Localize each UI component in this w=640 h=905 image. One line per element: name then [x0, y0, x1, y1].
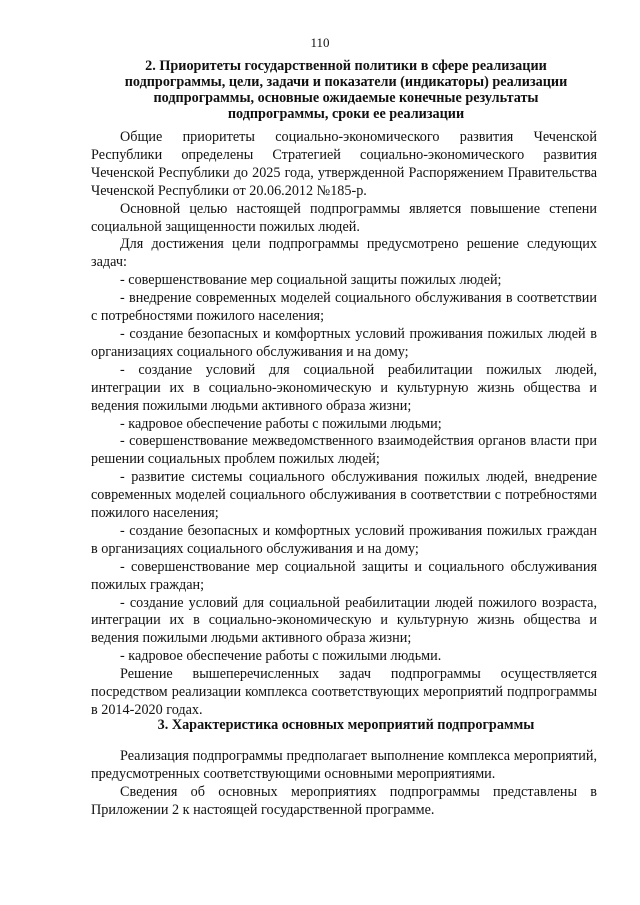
section-3-title: 3. Характеристика основных мероприятий подпрограммы [157, 717, 535, 733]
page-number: 110 [310, 35, 330, 50]
implementation-paragraph: Реализация подпрограммы предполагает выполнение комплекса мероприятий, предусмотренных соответствующими основными мероприятиями. [91, 748, 597, 782]
task-item: - развитие системы социального обслуживания пожилых людей, внедрение современных моделей социального обслуживания в соответствии с потребностями пожилого населения; [91, 469, 597, 522]
task-item: - создание условий для социальной реабилитации людей пожилого возраста, интеграции их в социально-экономическую и культурную жизнь общества и ведения пожилыми людьми активного образа жизни; [91, 594, 597, 647]
task-item: - кадровое обеспечение работы с пожилыми людьми. [120, 648, 442, 665]
tasks-intro-paragraph: Для достижения цели подпрограммы предусмотрено решение следующих задач: [91, 236, 597, 271]
section-2-title [95, 58, 597, 122]
section-2-body [91, 129, 597, 720]
appendix-reference-paragraph: Сведения об основных мероприятиях подпрограммы представлены в Приложении 2 к настоящей государственной программе. [91, 783, 597, 818]
task-item: - внедрение современных моделей социального обслуживания в соответствии с потребностями пожилого населения; [91, 290, 597, 325]
section-2-title-line: подпрограммы, основные ожидаемые конечные результаты [153, 90, 539, 106]
section-2-title-line: 2. Приоритеты государственной политики в сфере реализации [145, 58, 547, 74]
section-2-title-line: подпрограммы, цели, задачи и показатели (индикаторы) реализации [124, 74, 568, 90]
priorities-paragraph: Общие приоритеты социально-экономического развития Чеченской Республики определены Стратегией социально-экономического развития Чеченской Республики до 2025 года, утвержденной Распоряжением Правительства Чеченской Республики от 20.06.2012 №185-р. [91, 129, 597, 199]
section-3-body [91, 748, 597, 820]
task-item: - кадровое обеспечение работы с пожилыми людьми; [120, 415, 442, 432]
task-item: - совершенствование мер социальной защиты пожилых людей; [120, 272, 502, 289]
closing-paragraph: Решение вышеперечисленных задач подпрограммы осуществляется посредством реализации комплекса соответствующих мероприятий подпрограммы в 2014-2020 годах. [91, 666, 597, 718]
task-item: - совершенствование мер социальной защиты и социального обслуживания пожилых граждан; [91, 558, 597, 593]
section-2-title-line: подпрограммы, сроки ее реализации [227, 106, 465, 122]
task-item: - создание безопасных и комфортных условий проживания пожилых граждан в организациях социального обслуживания и на дому; [91, 522, 597, 557]
task-item: - создание условий для социальной реабилитации пожилых людей, интеграции их в социально-экономическую и культурную жизнь общества и ведения пожилыми людьми активного образа жизни; [91, 361, 597, 414]
task-item: - совершенствование межведомственного взаимодействия органов власти при решении социальных проблем пожилых людей; [91, 433, 597, 468]
task-item: - создание безопасных и комфортных условий проживания пожилых людей в организациях социального обслуживания и на дому; [91, 325, 597, 360]
goal-paragraph: Основной целью настоящей подпрограммы является повышение степени социальной защищенности пожилых людей. [91, 200, 597, 235]
